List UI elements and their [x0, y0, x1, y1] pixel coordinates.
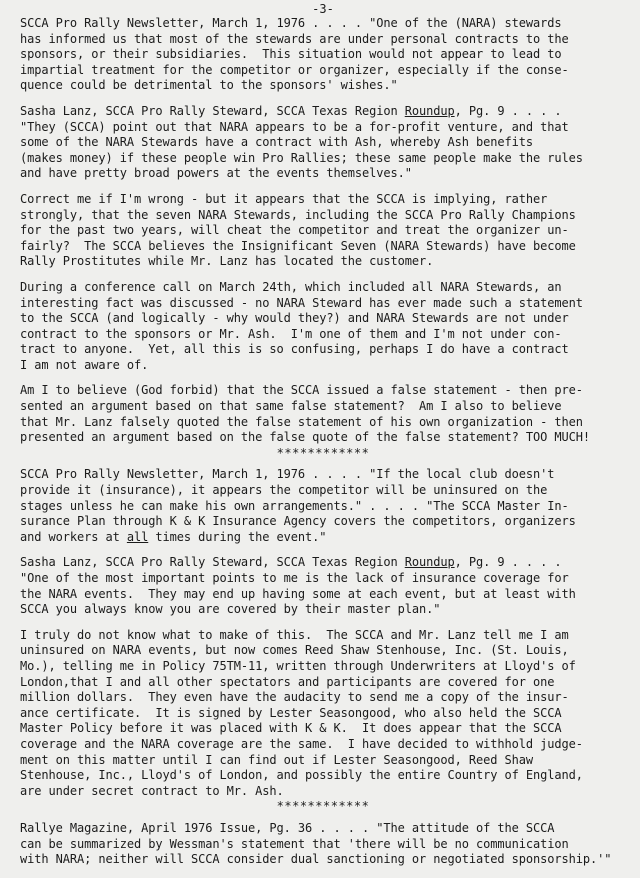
citation-line [20, 104, 626, 120]
text-line: some of the NARA Stewards have a contract with Ash, whereby Ash benefits [20, 135, 533, 150]
page-number: -3- [312, 2, 334, 16]
text-line: presented an argument based on the false quote of the false statement? TOO MUCH! [20, 430, 590, 445]
text-line: million dollars. They even have the audacity to send me a copy of the insur- [20, 690, 569, 705]
text-line: London,that I and all other spectators and participants are covered for one [20, 674, 555, 689]
text-line: uninsured on NARA events, but now comes Reed Shaw Stenhouse, Inc. (St. Louis, [20, 643, 569, 658]
citation-line [20, 555, 626, 571]
citation-prefix: Sasha Lanz, SCCA Pro Rally Steward, SCCA Texas Region [20, 555, 405, 570]
text-line: that Mr. Lanz falsely quoted the false statement of his own organization - then [20, 414, 583, 429]
publication-title: Roundup [404, 103, 455, 118]
text-line: for the past two years, will cheat the competitor and treat the organizer un- [20, 223, 569, 238]
text-line: Rally Prostitutes while Mr. Lanz has located the customer. [20, 254, 434, 269]
text-line: I truly do not know what to make of this. The SCCA and Mr. Lanz tell me I am [20, 627, 569, 642]
text-line: "They (SCCA) point out that NARA appears to be a for-profit venture, and that [20, 119, 569, 134]
citation-prefix: Sasha Lanz, SCCA Pro Rally Steward, SCCA Texas Region [20, 103, 405, 118]
text-line: can be summarized by Wessman's statement that 'there will be no communication [20, 836, 569, 851]
citation-suffix: , Pg. 9 . . . . [454, 555, 562, 570]
quote-lanz-roundup-contracts [20, 104, 626, 182]
text-line: Rallye Magazine, April 1976 Issue, Pg. 36 . . . . "The attitude of the SCCA [20, 820, 555, 835]
text-line: provide it (insurance), it appears the competitor will be uninsured on the [20, 483, 548, 498]
text-line: Mo.), telling me in Policy 75TM-11, written through Underwriters at Lloyd's of [20, 658, 576, 673]
commentary-paragraph [20, 280, 626, 374]
text-line: Am I to believe (God forbid) that the SCCA issued a false statement - then pre- [20, 383, 583, 398]
text-line: the NARA events. They may end up having some at each event, but at least with [20, 586, 576, 601]
section-separator: ************ [276, 799, 370, 814]
commentary-paragraph [20, 383, 626, 445]
text-line: and workers at all times during the event." [20, 529, 327, 544]
commentary-paragraph [20, 192, 626, 270]
text-line: fairly? The SCCA believes the Insignificant Seven (NARA Stewards) have become [20, 238, 576, 253]
text-line: stages unless he can make his own arrangements." . . . . "The SCCA Master In- [20, 498, 569, 513]
text-line: with NARA; neither will SCCA consider dual sanctioning or negotiated sponsorship.'" [20, 852, 612, 867]
text-line: sponsors, or their subsidiaries. This situation would not appear to lead to [20, 47, 562, 62]
text-line: SCCA you always know you are covered by their master plan." [20, 602, 441, 617]
quote-scca-newsletter-insurance [20, 467, 626, 545]
text-line: impartial treatment for the competitor or organizer, especially if the conse- [20, 62, 569, 77]
text-line: contract to the sponsors or Mr. Ash. I'm one of them and I'm not under con- [20, 326, 562, 341]
text-line: to the SCCA (and logically - why would they?) and NARA Stewards are not under [20, 311, 569, 326]
text-line: tract to anyone. Yet, all this is so confusing, perhaps I do have a contract [20, 342, 569, 357]
text-line: ment on this matter until I can find out if Lester Seasongood, Reed Shaw [20, 752, 533, 767]
text-line: has informed us that most of the stewards are under personal contracts to the [20, 31, 569, 46]
text-line: SCCA Pro Rally Newsletter, March 1, 1976 . . . . "One of the (NARA) stewards [20, 16, 562, 30]
emphasis-all: all [126, 529, 149, 544]
text-line: are under secret contract to Mr. Ash. [20, 783, 284, 798]
text-line: Correct me if I'm wrong - but it appears that the SCCA is implying, rather [20, 191, 548, 206]
section-separator: ************ [276, 445, 370, 460]
text-line: I am not aware of. [20, 357, 149, 372]
text-line: interesting fact was discussed - no NARA Steward has ever made such a statement [20, 295, 583, 310]
text-line: surance Plan through K & K Insurance Agency covers the competitors, organizers [20, 514, 576, 529]
text-line: (makes money) if these people win Pro Rallies; these same people make the rules [20, 150, 583, 165]
text-line: Master Policy before it was placed with K & K. It does appear that the SCCA [20, 721, 562, 736]
text-line: ance certificate. It is signed by Lester Seasongood, who also held the SCCA [20, 705, 562, 720]
text-line: SCCA Pro Rally Newsletter, March 1, 1976 . . . . "If the local club doesn't [20, 467, 555, 482]
text-line: Stenhouse, Inc., Lloyd's of London, and possibly the entire Country of England, [20, 768, 583, 783]
text-line: and have pretty broad powers at the events themselves." [20, 166, 412, 181]
quote-rallye-magazine [20, 821, 626, 868]
text-line: During a conference call on March 24th, which included all NARA Stewards, an [20, 279, 562, 294]
text-line: quence could be detrimental to the sponsors' wishes." [20, 78, 398, 93]
citation-suffix: , Pg. 9 . . . . [454, 103, 562, 118]
text-line: coverage and the NARA coverage are the same. I have decided to withhold judge- [20, 736, 583, 751]
commentary-paragraph [20, 628, 626, 800]
text-line: "One of the most important points to me is the lack of insurance coverage for [20, 571, 569, 585]
quote-lanz-roundup-insurance [20, 555, 626, 617]
publication-title: Roundup [404, 555, 455, 570]
text-line: sented an argument based on that same false statement? Am I also to believe [20, 399, 562, 414]
quote-scca-newsletter-stewards [20, 16, 626, 94]
text-line: strongly, that the seven NARA Stewards, including the SCCA Pro Rally Champions [20, 207, 576, 222]
